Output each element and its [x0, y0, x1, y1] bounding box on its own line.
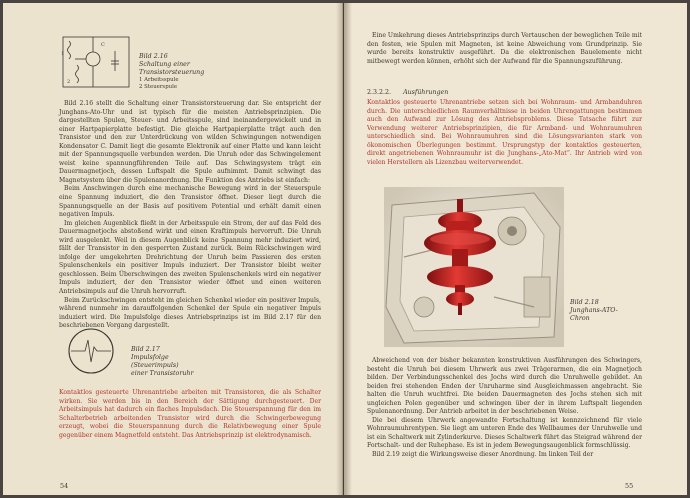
figure-2-16-caption	[139, 53, 204, 91]
figure-label: Bild 2.18	[570, 299, 599, 306]
right-lower-text	[367, 357, 642, 460]
figure-caption-line: Chron	[570, 315, 590, 322]
figure-label: Bild 2.17	[131, 346, 160, 353]
section-paragraph	[367, 99, 642, 167]
transistor-circuit-diagram-icon	[57, 31, 145, 93]
paragraph: Die bei diesem Uhrwerk angewandte Fortschaltung ist kennzeichnend für viele Wohnraumuhrentypen. Sie liegt am unteren Ende des Wellbaumes der Unruhwelle und ist ein Schaltwerk mit Zylinderkurve. Dieses Schaltwerk führt das Steigrad während der Fortschalt- und der Ruhephase. Es ist in jedem Bewegungsaugenblick formschlüssig.	[367, 416, 642, 450]
svg-text:C: C	[101, 42, 105, 48]
figure-title-line: Schaltung einer	[139, 61, 190, 68]
paragraph: Beim Zurückschwingen entsteht im gleichen Schenkel wieder ein positiver Impuls, während nunmehr im darauffolgenden Schenkel der Spule ein negativer Impuls induziert wird. Die Impulsfolge dieses Antriebsprinzips ist im Bild 2.17 für den beschriebenen Vorgang dargestellt.	[59, 296, 321, 330]
figure-2-17-caption	[131, 346, 193, 378]
figure-title-line: (Steuerimpuls)	[131, 362, 179, 369]
figure-2-18-caption	[570, 299, 618, 323]
figure-title-line: einer Transistoruhr	[131, 370, 194, 377]
left-main-text	[59, 100, 321, 331]
paragraph: Beim Anschwingen durch eine mechanische Bewegung wird in der Steuerspule eine Spannung induziert, die den Transistor öffnet. Dieser liegt durch die Spannungsquelle an der Basis auf positivem Potential und erhält damit einen negativen Impuls.	[59, 185, 321, 219]
right-page	[344, 3, 687, 495]
paragraph: Bild 2.16 stellt die Schaltung einer Transistorsteuerung dar. Sie entspricht der Junghans-Ato-Uhr und ist typisch für die meisten Antriebsprinzipien. Die dargestellten Spulen, Steuer- und Arbeitsspule, sind ineinandergewickelt und in einer Hartpapierplatte befestigt. Die gleiche Hartpapierplatte trägt auch den Transistor und den zur Unterdrückung von wilden Schwingungen notwendigen Kondensator C. Damit liegt die gesamte Elektronik auf einer Platte und kann leicht mit der Spannungsquelle verbunden werden. Die Unruh oder das Schwingelement weist keine spannungführenden Teile auf. Das Schwingsystem trägt ein Dauermagnetjoch, dessen Luftspalt die Spule aufnimmt. Damit schwingt das Magnetsystem über die Spulenanordnung. Die Funktion des Antriebs ist einfach:	[59, 100, 321, 184]
page-number: 54	[60, 482, 69, 490]
section-number: 2.3.2.2.	[367, 89, 392, 96]
page-number: 55	[625, 482, 634, 490]
paragraph: Abweichend von der bisher bekannten konstruktiven Ausführungen des Schwingers, besteht die Unruh bei diesem Uhrwerk aus zwei Trägerarmen, die ein Magnetjoch bilden. Der Verbindungsschenkel des Jochs wird durch die Unruhwelle gebildet. An beiden frei stehenden Enden der Unruharme sind Ausgleichmassen angebracht. Sie halten die Unruh wuchtfrei. Die beiden Dauermagneten des Jochs stehen sich mit ungleichen Polen gegenüber und schwingen über der in ihrem Luftspalt liegenden Spulenanordnung. Der Antrieb arbeitet in der beschriebenen Weise.	[367, 357, 642, 416]
paragraph: Kontaktlos gesteuerte Uhrenantriebe arbeiten mit Transistoren, die als Schalter wirken. Sie werden bis in den Bereich der Sättigung durchgesteuert. Der Arbeitsimpuls hat dadurch ein flaches Impulsdach. Die Steuerspannung für den im Schalterbetrieb arbeitenden Transistor wird durch die Schwingerbewegung erzeugt, wobei die Steuerspannung durch die Relativbewegung einer Spule gegenüber einem Magnetfeld entsteht. Das Antriebsprinzip ist elektrodynamisch.	[59, 389, 321, 439]
figure-legend-line: 2 Steuerspule	[139, 84, 178, 90]
pulse-sequence-diagram-icon	[61, 325, 125, 375]
section-title: Ausführungen	[403, 89, 449, 96]
summary-red-text	[59, 389, 321, 440]
paragraph: Eine Umkehrung dieses Antriebsprinzips durch Vertauschen der beweglichen Teile mit den festen, wie Spulen mit Magneten, ist keine Abweichung vom Grundprinzip. Sie wurde bereits konstruktiv ausgeführt. Da die elektronischen Bauelemente nicht mitbewegt werden können, erhöht sich der Aufwand für die Spannungszuführung.	[367, 32, 642, 65]
svg-text:2: 2	[67, 79, 71, 85]
section-heading	[367, 89, 448, 96]
right-intro-text	[367, 32, 642, 66]
figure-title-line: Transistorsteuerung	[139, 69, 205, 76]
figure-caption-line: Junghans-ATO-	[570, 307, 618, 314]
paragraph: Bild 2.19 zeigt die Wirkungsweise dieser Anordnung. Im linken Teil der	[372, 451, 594, 459]
svg-text:1: 1	[61, 51, 65, 57]
paragraph: Im gleichen Augenblick fließt in der Arbeitsspule ein Strom, der auf das Feld des Dauermagnetjochs abstoßend wirkt und einen Kraftimpuls hervorruft. Die Unruh wird ausgelenkt. Weil in diesem Augenblick keine Spannung mehr induziert wird, fällt der Transistor in den gesperrten Zustand zurück. Beim Rückschwingen wird infolge der umgekehrten Drehrichtung der Unruh beim Passieren des ersten Spulenschenkels ein positiver Impuls induziert. Der Transistor bleibt weiter geschlossen. Beim Überschwingen des zweiten Spulenschenkels wird ein negativer Impuls induziert, der den Transistor wieder öffnet und einen weiteren Antriebsimpuls auf die Unruh hervorruft.	[59, 219, 321, 296]
clock-movement-photo-icon	[384, 187, 564, 347]
paragraph: Kontaktlos gesteuerte Uhrenantriebe setzen sich bei Wohnraum- und Armbanduhren durch. Die unterschiedlichen Raumverhältnisse in beiden Uhrengattungen bestimmen auch den Aufwand zur Lösung des Antriebsproblems. Diese Tatsache führt zur Verwendung weiterer Antriebsprinzipien, die für Armband- und Wohnraumuhren unterschiedlich sind. Bei Wohnraumuhren sind die Lösungsvarianten stark von ökonomischen Überlegungen bestimmt. Ursprungstyp der kontaktlos gesteuerten, direkt angetriebenen Wohnraumuhr ist die Junghans-„Ato-Mat“. Ihr Antrieb wird von vielen Herstellern als Lizenzbau weiterverwendet.	[367, 99, 642, 166]
figure-title-line: Impulsfolge	[131, 354, 169, 361]
figure-label: Bild 2.16	[139, 53, 168, 60]
figure-legend-line: 1 Arbeitsspule	[139, 77, 179, 83]
left-page	[3, 3, 343, 495]
